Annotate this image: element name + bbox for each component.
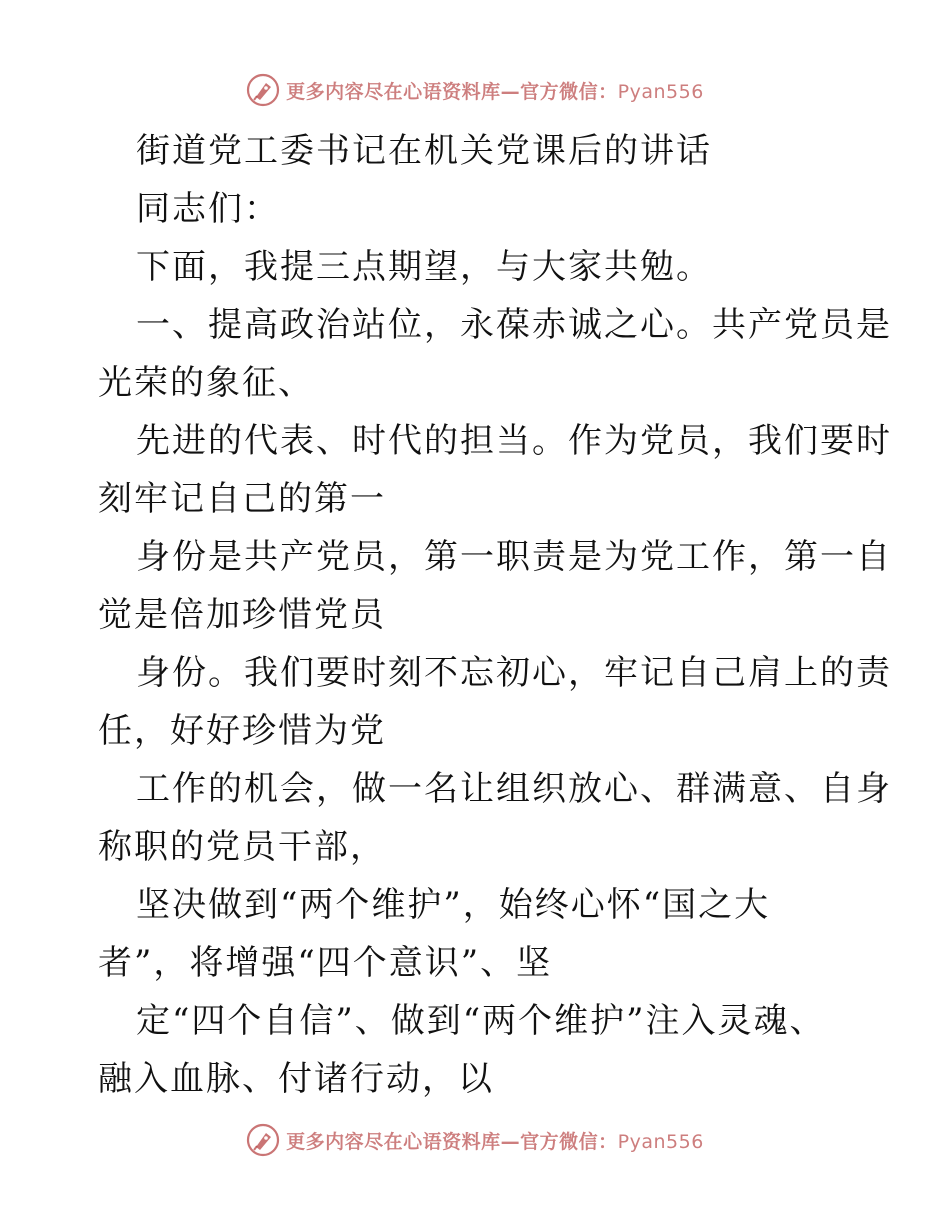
paragraph-line: 定“四个自信”、做到“两个维护”注入灵魂、 xyxy=(136,1001,826,1041)
paragraph-line: 坚决做到“两个维护”，始终心怀“国之大 xyxy=(136,885,771,925)
paragraph-line: 觉是倍加珍惜党员 xyxy=(98,595,386,635)
footer-watermark xyxy=(0,1122,950,1158)
paragraph-line: 下面，我提三点期望，与大家共勉。 xyxy=(136,247,712,287)
pen-nib-logo-icon xyxy=(246,73,280,107)
paragraph-line: 身份。我们要时刻不忘初心，牢记自己肩上的责 xyxy=(136,653,892,693)
document-body xyxy=(98,122,892,1108)
paragraph-line: 者”，将增强“四个意识”、坚 xyxy=(98,943,553,983)
paragraph-line: 街道党工委书记在机关党课后的讲话 xyxy=(136,131,712,171)
paragraph-line: 光荣的象征、 xyxy=(98,363,314,403)
header-watermark xyxy=(0,72,950,108)
paragraph-line: 刻牢记自己的第一 xyxy=(98,479,386,519)
paragraph-line: 一、提高政治站位，永葆赤诚之心。共产党员是 xyxy=(136,305,892,345)
paragraph-line: 融入血脉、付诸行动，以 xyxy=(98,1059,494,1099)
paragraph-line: 先进的代表、时代的担当。作为党员，我们要时 xyxy=(136,421,892,461)
paragraph-line: 身份是共产党员，第一职责是为党工作，第一自 xyxy=(136,537,892,577)
paragraph-line: 称职的党员干部， xyxy=(98,827,386,867)
paragraph-line: 同志们： xyxy=(136,189,280,229)
watermark-text: 更多内容尽在心语资料库—官方微信：Pyan556 xyxy=(286,1130,704,1153)
pen-nib-logo-icon xyxy=(246,1123,280,1157)
watermark-text: 更多内容尽在心语资料库—官方微信：Pyan556 xyxy=(286,80,704,103)
paragraph-line: 工作的机会，做一名让组织放心、群满意、自身 xyxy=(136,769,892,809)
paragraph-line: 任，好好珍惜为党 xyxy=(98,711,386,751)
